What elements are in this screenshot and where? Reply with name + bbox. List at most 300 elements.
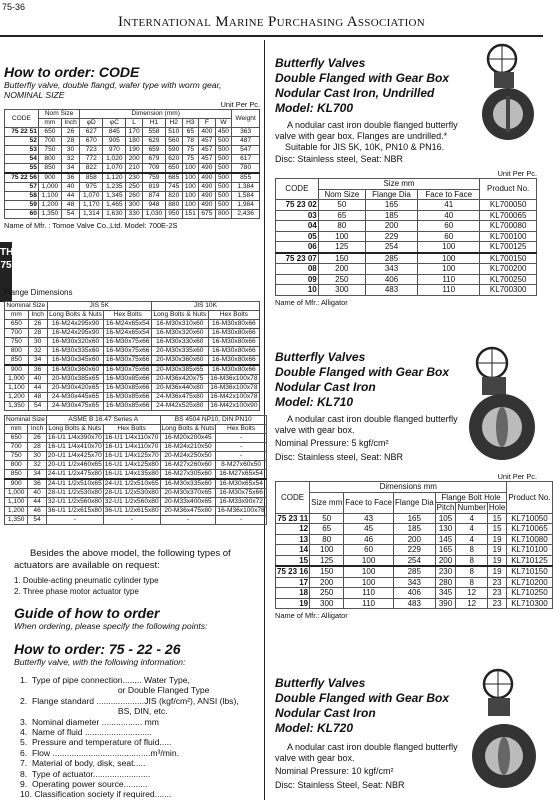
table-row [276, 231, 537, 242]
table-cell: 850 [5, 470, 28, 480]
table-header-cell: CODE [276, 179, 319, 200]
table-row [276, 242, 537, 253]
table-cell: 1,200 [5, 507, 28, 516]
table-cell: 60 [5, 210, 39, 219]
table-cell: 1,100 [5, 384, 29, 393]
kl700-suit: Suitable for JIS 5K, 10K, PN10 & PN16. [285, 142, 445, 152]
table-cell: 12 [456, 598, 487, 609]
table-cell: KL710150 [507, 566, 552, 577]
table-cell: 16-M27x260x60 [160, 461, 216, 470]
table-cell: 500 [215, 173, 232, 183]
table-cell: 650 [5, 320, 29, 329]
side-tab: TH 75 [0, 242, 12, 302]
page-number: 75-36 [2, 2, 26, 12]
table-header-cell: Hex Bolts [104, 311, 151, 320]
table-cell: 20-M36x420x75 [151, 375, 208, 384]
table-cell: 650 [38, 128, 61, 137]
table-cell: 855 [232, 173, 260, 183]
table-cell: 19 [487, 534, 506, 545]
table-cell: 54 [28, 516, 47, 525]
table-cell: 24-M30x445x65 [47, 393, 104, 402]
table-header-cell: Long Bolts & Nuts [46, 425, 103, 434]
table-cell: 145 [435, 534, 456, 545]
table-cell: 32-U1 1/2x560x80 [47, 498, 102, 505]
table-cell: 32 [28, 461, 47, 470]
table-cell: 4 [456, 534, 487, 545]
table-cell: 100 [418, 242, 480, 253]
table-row [5, 119, 260, 128]
table-cell: 16-M30x75x66 [216, 489, 266, 498]
kl700-disc: Disc: Stainless steel, Seat: NBR [275, 154, 404, 164]
table-cell: 700 [5, 443, 28, 452]
table-cell: 750 [5, 452, 28, 461]
table-row [276, 274, 537, 285]
table-cell: 16-M30x75x66 [105, 347, 150, 354]
table-cell: 16-M20x200x45 [160, 434, 216, 443]
table-cell: 16-M30x85x66 [105, 402, 150, 409]
table-cell: 1,000 [5, 375, 29, 384]
table-cell: 16-M30x345x60 [47, 356, 104, 366]
kl710-manufacturer: Name of Mfr.: Alligator [275, 611, 348, 620]
table-cell: 44 [28, 384, 47, 393]
table-cell: 23 [487, 588, 506, 599]
table-cell: 650 [5, 434, 28, 443]
flange-heading: Flange Dimensions [4, 288, 73, 297]
table-cell: 151 [182, 210, 199, 219]
table-cell: 723 [80, 146, 103, 155]
table-row [5, 210, 260, 219]
table-cell: 20-M30x420x65 [47, 384, 104, 393]
table-cell: 50 [318, 200, 365, 211]
table-cell: 16-M27x305x60 [160, 470, 216, 480]
table-cell: 670 [80, 137, 103, 146]
table-cell: 1,630 [103, 210, 126, 219]
table-cell: 1,984 [232, 201, 260, 210]
table-cell: 1,350 [5, 516, 28, 525]
table-cell: 850 [38, 164, 61, 174]
kl720-pressure: Nominal Pressure: 10 kgf/cm² [275, 766, 394, 776]
table-row [5, 498, 267, 507]
table-cell: - [46, 516, 103, 525]
table-row [5, 302, 260, 311]
table-cell: 16-M36x100x78 [210, 375, 258, 382]
table-header-cell: ASME B 16.47 Series A [46, 416, 160, 425]
table-header-cell: Flange Dia [365, 189, 417, 200]
table-cell: 20-U1 1/4x425x70 [47, 452, 102, 459]
table-cell: 80 [318, 221, 365, 232]
table-header-cell: Hole [488, 503, 506, 512]
table-cell: 16-M30x330x60 [151, 338, 208, 347]
table-cell: 17 [276, 577, 310, 588]
table-cell: 165 [393, 513, 435, 524]
table-cell: 23 [487, 598, 506, 609]
actuator-section [14, 548, 260, 800]
kl710-desc: A nodular cast iron double flanged butterfly valve with gear box. [275, 414, 458, 435]
table-cell: 948 [142, 201, 165, 210]
table-cell: 20-U1 1/2x460x65 [47, 461, 102, 468]
table-header-cell: Inch [28, 425, 47, 434]
table-cell: 54 [5, 155, 39, 164]
table-row [5, 365, 260, 375]
table-cell: 24-M30x475x65 [47, 402, 104, 411]
kl720-desc: A nodular cast iron double flanged butterfly valve with gear box. [275, 742, 458, 763]
table-cell: 53 [5, 146, 39, 155]
order-item: 2. Flange standard ....................JIS (kgf/cm²), ANSI (lbs), [20, 695, 239, 706]
table-cell: 20-M36x440x80 [151, 384, 208, 393]
table-cell: 100 [344, 555, 394, 566]
table-cell: KL700050 [480, 200, 537, 211]
table-cell: 230 [435, 566, 456, 577]
order-item: BS, DIN, etc. [20, 706, 168, 717]
manufacturer-left: Name of Mfr. : Tomoe Valve Co.,Ltd. Model: 700E-2S [4, 221, 178, 230]
table-row [5, 425, 267, 434]
table-cell: 363 [232, 128, 260, 137]
table-header-cell: JIS 5K [47, 302, 151, 311]
table-cell: 100 [182, 164, 199, 174]
table-row [5, 192, 260, 201]
table-cell: 40 [28, 375, 47, 384]
table-cell: 1,000 [38, 183, 61, 192]
table-row [276, 577, 553, 588]
valve-kl720-illustration-icon [468, 668, 540, 796]
table-cell: 20-M30x370x65 [160, 489, 216, 498]
table-cell: 1,200 [5, 393, 29, 402]
table-cell: 845 [103, 128, 126, 137]
valve-kl700-illustration-icon [478, 44, 540, 144]
table-cell: 750 [38, 146, 61, 155]
table-cell: 15 [487, 513, 506, 524]
table-cell: 457 [199, 137, 216, 146]
table-cell: 170 [126, 128, 143, 137]
flange-asme-table [4, 415, 267, 525]
table-cell: 165 [435, 545, 456, 556]
table-row [5, 110, 260, 119]
table-cell: 20-M33x400x65 [160, 498, 216, 507]
table-cell: KL710050 [507, 513, 552, 524]
table-row [5, 479, 267, 489]
table-cell: KL710080 [507, 534, 552, 545]
table-cell: 20-M36x475x80 [160, 507, 216, 516]
table-cell: 06 [276, 242, 319, 253]
besides-text: Besides the above model, the following types of actuators are available on request: [14, 548, 231, 571]
table-cell: 16-M30x335x60 [47, 347, 104, 356]
order-item: 5. Pressure and temperature of fluid..... [20, 737, 172, 748]
table-cell: 1,120 [103, 173, 126, 183]
table-cell: 32 [28, 347, 47, 356]
table-header-cell: Product No. [480, 179, 537, 200]
table-header-cell: JIS 10K [151, 302, 259, 311]
table-cell: 75 23 16 [277, 567, 309, 576]
table-cell: 490 [199, 192, 216, 201]
table-cell: 28 [28, 443, 47, 452]
table-cell: KL710200 [507, 577, 552, 588]
table-header-cell: Flange Bolt Hole [435, 492, 507, 503]
table-cell: 1,030 [142, 210, 165, 219]
table-cell: 20-M24x250x50 [160, 452, 216, 461]
table-cell: 16-M36x100x78 [210, 384, 258, 391]
table-cell: 26 [28, 434, 47, 443]
table-cell: 16-M30x80x66 [208, 320, 259, 329]
table-cell: 08 [276, 264, 319, 275]
table-cell: 100 [418, 253, 480, 264]
table-cell: 100 [182, 192, 199, 201]
table-header-cell: H2 [165, 119, 182, 128]
table-cell: 16-M27x65x54 [216, 470, 266, 480]
table-cell: 130 [435, 524, 456, 535]
table-cell: 285 [393, 566, 435, 577]
table-cell: 30 [28, 452, 47, 461]
table-cell: 343 [365, 264, 417, 275]
table-cell: 14 [276, 545, 310, 556]
table-row [276, 482, 553, 493]
table-cell: 709 [142, 164, 165, 174]
table-cell: 1,070 [103, 164, 126, 174]
table-cell: 490 [199, 164, 216, 174]
table-row [5, 128, 260, 137]
table-cell: 75 [182, 146, 199, 155]
table-row [276, 253, 537, 264]
table-cell: 180 [126, 137, 143, 146]
table-cell: 16-U1 1/4x125x70 [104, 452, 159, 459]
table-cell: 58 [5, 192, 39, 201]
table-row [5, 443, 267, 452]
table-header-cell: Inch [61, 119, 79, 128]
table-cell: 20-M30x335x60 [151, 347, 208, 356]
table-cell: 54 [28, 402, 47, 411]
table-row [276, 555, 553, 566]
table-header-cell: F [199, 119, 216, 128]
table-cell: 34 [28, 470, 47, 480]
table-header-cell: Size mm [318, 179, 480, 190]
table-row [5, 201, 260, 210]
table-cell: 1,235 [103, 183, 126, 192]
actuator-item: 2. Three phase motor actuator type [14, 587, 139, 596]
table-cell: 1,200 [38, 201, 61, 210]
table-cell: 650 [165, 164, 182, 174]
table-header-cell: mm [5, 425, 28, 434]
table-cell: 100 [182, 201, 199, 210]
table-cell: 900 [5, 479, 28, 489]
code-order-desc: Butterfly valve, double flangd, wafer type with worm gear, NOMINAL SIZE [4, 80, 222, 100]
table-header-cell: Nominal Size [6, 416, 45, 423]
table-cell: 627 [80, 128, 103, 137]
table-header-cell: Product No. [507, 482, 552, 514]
table-cell: 490 [199, 173, 216, 183]
table-cell: 617 [232, 155, 260, 164]
table-row [5, 461, 267, 470]
table-cell: 32-U1 1/2x560x80 [104, 498, 159, 505]
table-row [5, 416, 267, 425]
table-header-cell: Hex Bolts [208, 311, 259, 320]
table-row [276, 264, 537, 275]
table-cell: 1,345 [103, 192, 126, 201]
table-cell: KL700100 [480, 231, 537, 242]
table-cell: 560 [165, 137, 182, 146]
order-item: 7. Material of body, disk, seat..... [20, 758, 146, 769]
table-cell: 750 [5, 338, 29, 347]
table-cell: 1,314 [80, 210, 103, 219]
table-header-cell: Hex Bolts [103, 425, 160, 434]
table-header-cell: Long Bolts & Nuts [47, 311, 104, 320]
table-cell: 26 [28, 320, 47, 329]
table-cell: 75 23 07 [276, 253, 319, 264]
kl720-title-2: Double Flanged with Gear Box [275, 691, 450, 705]
table-cell: 8-M27x60x50 [216, 461, 266, 470]
table-cell: 2,436 [232, 210, 260, 219]
table-row [5, 329, 260, 338]
table-cell: 100 [318, 231, 365, 242]
table-row [276, 200, 537, 211]
table-cell: 23 [487, 577, 506, 588]
table-cell: 16-M30x80x66 [208, 365, 259, 375]
table-cell: 60 [344, 545, 394, 556]
table-cell: 745 [165, 183, 182, 192]
table-cell: 24-M42x525x80 [151, 402, 208, 411]
table-header-cell: Dimensions mm [310, 482, 507, 493]
table-cell: KL710125 [507, 555, 552, 566]
table-cell: KL700080 [480, 221, 537, 232]
table-cell: 200 [126, 155, 143, 164]
table-row [276, 221, 537, 232]
table-cell: 229 [393, 545, 435, 556]
header-rule [0, 35, 543, 37]
table-cell: 1,070 [80, 192, 103, 201]
table-cell: 46 [28, 507, 47, 516]
table-row [5, 516, 267, 525]
table-cell: 874 [142, 192, 165, 201]
table-cell: 200 [393, 534, 435, 545]
flange-section [4, 288, 265, 525]
table-cell: 1,465 [103, 201, 126, 210]
table-cell: 200 [435, 555, 456, 566]
table-cell: 03 [276, 210, 319, 221]
table-cell: 500 [215, 146, 232, 155]
order-item: 9. Operating power source.......... [20, 779, 148, 790]
code-dimension-table [4, 109, 260, 219]
table-header-cell: Inch [28, 311, 47, 320]
table-cell: 1,100 [5, 498, 28, 507]
order-item: 4. Name of fluid ............................ [20, 727, 152, 738]
table-cell: 780 [232, 164, 260, 174]
table-cell: 1,350 [38, 210, 61, 219]
table-cell: 300 [126, 201, 143, 210]
table-cell: 100 [182, 183, 199, 192]
table-row [276, 598, 553, 609]
kl710-table [275, 481, 553, 609]
table-cell: 185 [393, 524, 435, 535]
unit-label: Unit Per Pc. [220, 100, 260, 109]
table-header-cell: mm [38, 119, 61, 128]
table-cell: 8 [456, 555, 487, 566]
table-cell: 16-U1 1/4x110x70 [104, 443, 159, 450]
table-cell: - [216, 452, 266, 461]
table-cell: 400 [199, 128, 216, 137]
table-cell: 16-M30x320x60 [151, 329, 208, 338]
table-cell: 185 [365, 210, 417, 221]
table-cell: 19 [487, 555, 506, 566]
table-cell: 40 [28, 489, 47, 498]
table-cell: KL700125 [480, 242, 537, 253]
table-cell: 285 [365, 253, 417, 264]
table-cell: 20-M30x360x60 [151, 356, 208, 366]
table-cell: 125 [318, 242, 365, 253]
table-cell: 32 [61, 155, 79, 164]
table-row [5, 164, 260, 174]
table-header-cell: Long Bolts & Nuts [161, 425, 215, 432]
table-cell: 125 [310, 555, 344, 566]
kl700-manufacturer: Name of Mfr.: Alligator [275, 297, 348, 307]
table-cell: 12 [456, 588, 487, 599]
table-cell: 800 [38, 155, 61, 164]
table-cell: 685 [165, 173, 182, 183]
table-cell: 510 [165, 128, 182, 137]
table-cell: 16-M30x80x66 [208, 329, 259, 338]
guide-text: When ordering, please specify the following points: [14, 621, 208, 631]
table-cell: 483 [365, 285, 417, 296]
table-header-cell: Face to Face [344, 492, 394, 513]
table-cell: 16-U1 1/4x390x70 [47, 434, 102, 441]
table-cell: 800 [5, 461, 28, 470]
kl700-title-4: Model: KL700 [275, 101, 354, 115]
table-row [5, 183, 260, 192]
table-cell: 19 [487, 566, 506, 577]
table-cell: 200 [310, 577, 344, 588]
table-cell: 490 [199, 201, 216, 210]
kl700-title-2: Double Flanged with Gear Box [275, 71, 450, 85]
order-item: 6. Flow .........................................m³/min. [20, 747, 180, 758]
table-cell: 820 [165, 192, 182, 201]
flange-jis-table [4, 301, 260, 411]
table-cell: 28-U1 1/2x530x80 [47, 489, 102, 496]
table-cell: 18 [276, 588, 310, 599]
table-cell: 500 [215, 137, 232, 146]
table-cell: 30 [61, 146, 79, 155]
table-cell: 8 [456, 566, 487, 577]
table-cell: 20-M30x385x65 [151, 365, 208, 375]
table-header-cell: BS 4504 NP10, DIN PN10 [160, 416, 266, 425]
table-cell: 48 [28, 393, 47, 402]
table-cell: 36-U1 1/2x615x80 [47, 507, 102, 514]
order2-heading: How to order: 75 - 22 - 26 [14, 641, 181, 657]
table-cell: KL710065 [507, 524, 552, 535]
table-cell: - [216, 516, 266, 525]
table-cell: KL700065 [480, 210, 537, 221]
kl710-unit: Unit Per Pc. [497, 472, 537, 481]
table-cell: 1,584 [232, 192, 260, 201]
table-cell: 100 [344, 566, 394, 577]
kl700-title-1: Butterfly Valves [275, 56, 366, 70]
table-cell: KL710300 [507, 598, 552, 609]
table-cell: 700 [38, 137, 61, 146]
table-cell: 659 [142, 146, 165, 155]
table-cell: 343 [393, 577, 435, 588]
table-cell: 200 [318, 264, 365, 275]
table-cell: 19 [276, 598, 310, 609]
table-cell: 36 [28, 479, 47, 489]
table-row [5, 356, 260, 366]
table-cell: 150 [310, 566, 344, 577]
table-header-cell: Nom Size [318, 189, 365, 200]
table-cell: 1,000 [5, 489, 28, 498]
table-cell: 330 [126, 210, 143, 219]
table-row [5, 402, 260, 411]
table-header-cell: Flange Dia [393, 492, 435, 513]
table-cell: 390 [435, 598, 456, 609]
table-cell: 483 [393, 598, 435, 609]
table-cell: KL710100 [507, 545, 552, 556]
table-header-cell: L [126, 119, 143, 128]
table-cell: 16-U1 1/4x135x80 [104, 470, 159, 477]
